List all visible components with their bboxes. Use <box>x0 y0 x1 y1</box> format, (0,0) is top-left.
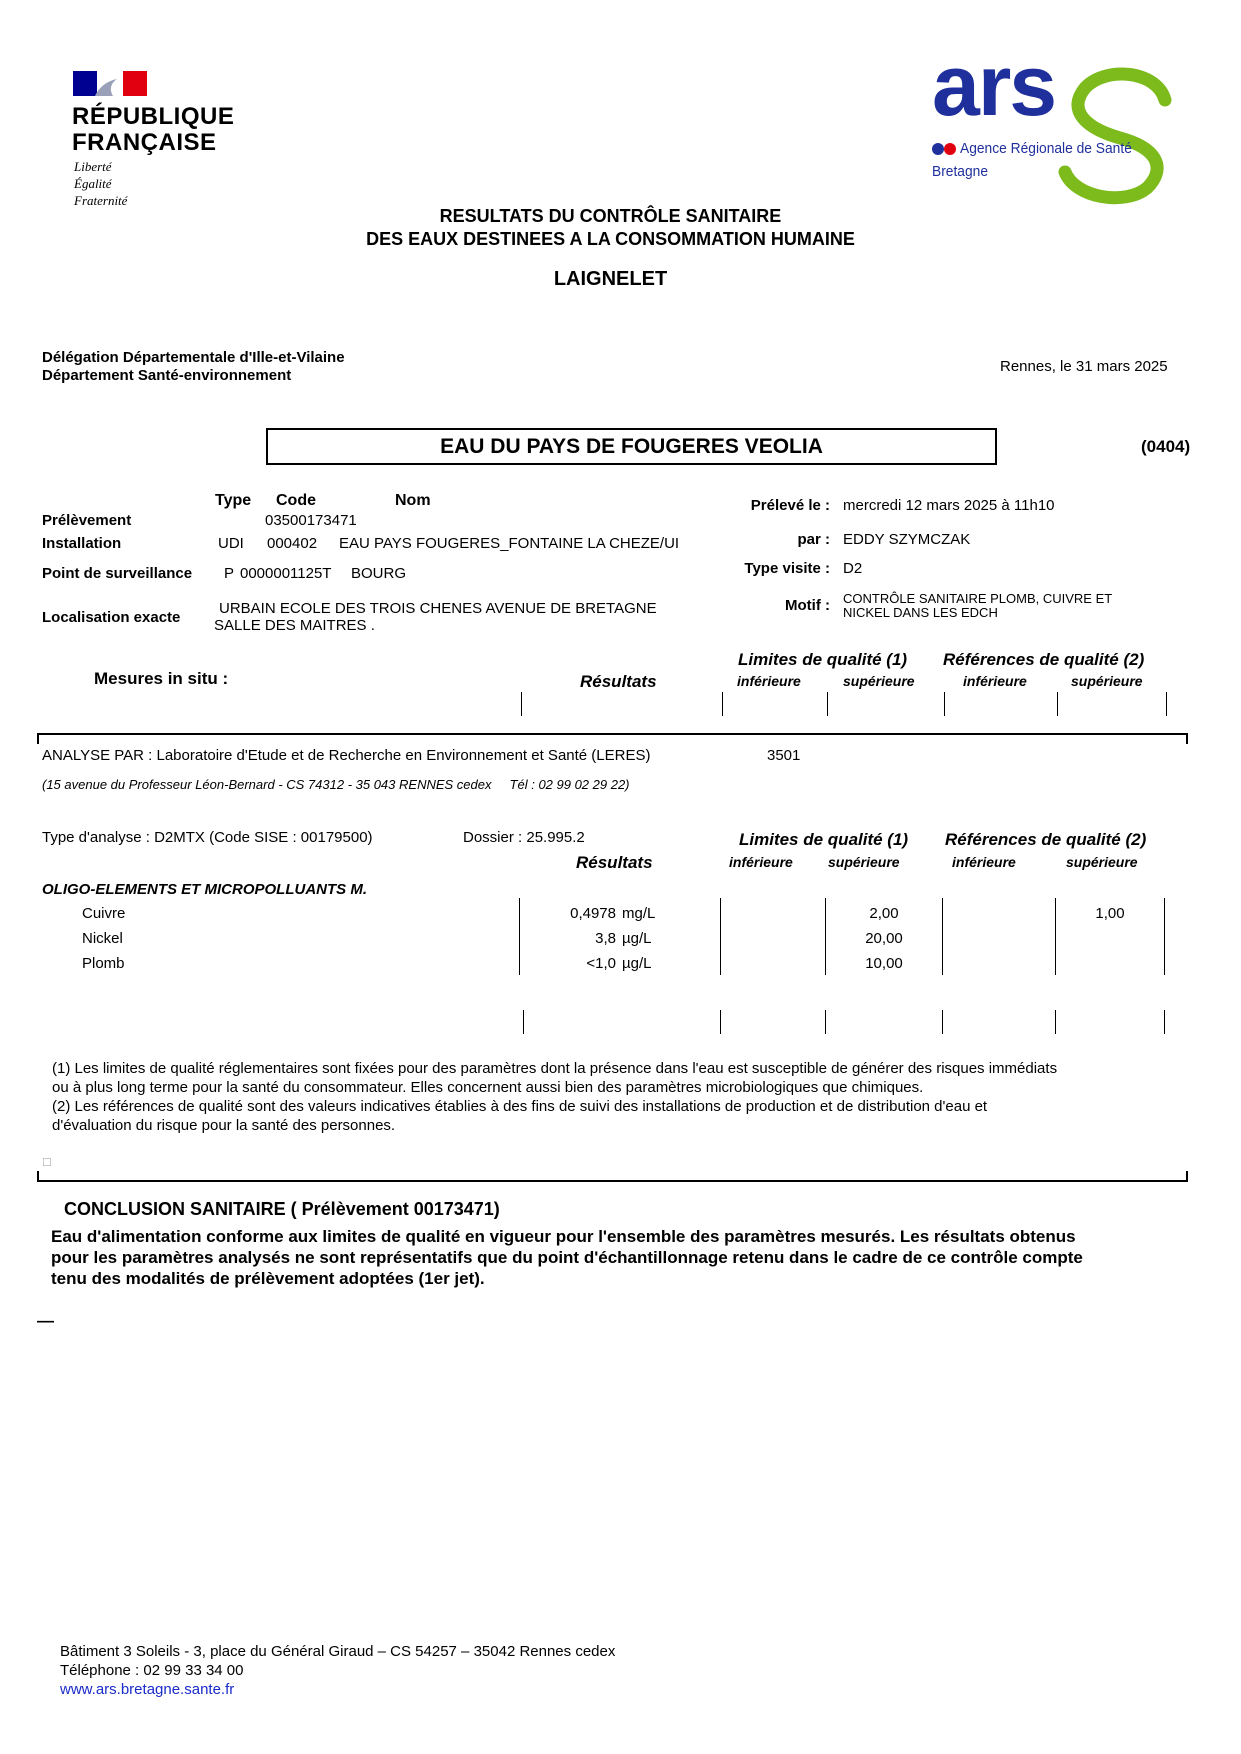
installation-name: EAU PAYS FOUGERES_FONTAINE LA CHEZE/UI <box>339 535 680 552</box>
analyse-lim-sup: supérieure <box>828 854 900 870</box>
ars-word: ars <box>932 38 1056 134</box>
delegation-line1: Délégation Départementale d'Ille-et-Vilaine <box>42 349 345 366</box>
localisation-line2: SALLE DES MAITRES . <box>214 617 375 634</box>
motto-liberte: Liberté <box>74 159 112 174</box>
point-code: 0000001125T <box>240 565 332 582</box>
point-type: P <box>224 565 235 582</box>
param-name: Nickel <box>82 930 123 947</box>
note2-line1: (2) Les références de qualité sont des valeurs indicatives établies à des fins de suivi des installations de production et de distribution d'eau et <box>52 1098 988 1115</box>
insitu-lim-inf: inférieure <box>737 673 801 689</box>
param-unit: µg/L <box>622 955 652 972</box>
param-name: Plomb <box>82 955 125 972</box>
param-value: <1,0 <box>586 955 616 972</box>
analyse-par: ANALYSE PAR : Laboratoire d'Etude et de Recherche en Environnement et Santé (LERES) <box>42 747 651 764</box>
param-value: 0,4978 <box>570 905 616 922</box>
ars-region: Bretagne <box>932 163 989 180</box>
point-label: Point de surveillance <box>42 565 193 582</box>
localisation-label: Localisation exacte <box>42 609 181 626</box>
insitu-limites: Limites de qualité (1) <box>738 650 908 669</box>
note2-line2: d'évaluation du risque pour la santé des personnes. <box>52 1117 396 1134</box>
marianne-flag-icon <box>73 71 147 96</box>
motto-fraternite: Fraternité <box>74 193 128 208</box>
analyse-address: (15 avenue du Professeur Léon-Bernard - CS 74312 - 35 043 RENNES cedex Tél : 02 99 02 29 22) <box>42 777 630 792</box>
date-line: Rennes, le 31 mars 2025 <box>1000 358 1168 375</box>
conclusion-line3: tenu des modalités de prélèvement adoptées (1er jet). <box>51 1269 485 1288</box>
par-value: EDDY SZYMCZAK <box>843 531 971 548</box>
analyse-dossier: Dossier : 25.995.2 <box>463 829 585 846</box>
rf-line2: FRANÇAISE <box>72 129 217 156</box>
installation-code: 000402 <box>267 535 318 552</box>
installation-label: Installation <box>42 535 122 552</box>
delegation-line2: Département Santé-environnement <box>42 367 292 384</box>
note1-line1: (1) Les limites de qualité réglementaires sont fixées pour des paramètres dont la présence dans l'eau est susceptible de générer des risques immédiats <box>52 1060 1058 1077</box>
analyse-group: OLIGO-ELEMENTS ET MICROPOLLUANTS M. <box>42 881 367 898</box>
preleve-label: Prélevé le : <box>750 497 830 514</box>
analyse-ref-inf: inférieure <box>952 854 1016 870</box>
motif-label: Motif : <box>785 597 830 614</box>
insitu-resultats: Résultats <box>580 672 657 691</box>
rf-line1: RÉPUBLIQUE <box>72 103 235 130</box>
preleve-value: mercredi 12 mars 2025 à 11h10 <box>843 497 1055 514</box>
insitu-ref-inf: inférieure <box>963 673 1027 689</box>
point-name: BOURG <box>351 565 407 582</box>
insitu-title: Mesures in situ : <box>94 669 229 688</box>
commune-title: LAIGNELET <box>553 268 668 290</box>
param-unit: µg/L <box>622 930 652 947</box>
note1-line2: ou à plus long terme pour la santé du consommateur. Elles concernent aussi bien des paramètres microbiologiques que chimiques. <box>52 1079 924 1096</box>
col-code: Code <box>276 492 316 509</box>
param-name: Cuivre <box>82 905 126 922</box>
analyse-limites: Limites de qualité (1) <box>739 830 909 849</box>
separator-bottom <box>37 1180 1188 1182</box>
motif-line2: NICKEL DANS LES EDCH <box>843 605 998 620</box>
conclusion-dash: — <box>37 1311 54 1330</box>
param-unit: mg/L <box>622 905 656 922</box>
footer-address: Bâtiment 3 Soleils - 3, place du Général Giraud – CS 54257 – 35042 Rennes cedex <box>60 1643 616 1660</box>
param-lim-sup: 20,00 <box>865 930 903 947</box>
prelevement-label: Prélèvement <box>42 512 132 529</box>
distributor-code: (0404) <box>1141 437 1191 456</box>
visite-label: Type visite : <box>744 560 830 577</box>
insitu-references: Références de qualité (2) <box>943 650 1145 669</box>
distributor-name: EAU DU PAYS DE FOUGERES VEOLIA <box>440 435 823 458</box>
analyse-ref-sup: supérieure <box>1066 854 1138 870</box>
distributor-box <box>266 428 997 465</box>
visite-value: D2 <box>843 560 863 577</box>
analyse-resultats: Résultats <box>576 853 653 872</box>
ars-agency: Agence Régionale de Santé <box>960 140 1132 157</box>
insitu-lim-sup: supérieure <box>843 673 915 689</box>
col-type: Type <box>215 492 252 509</box>
analyse-lim-inf: inférieure <box>729 854 793 870</box>
conclusion-line1: Eau d'alimentation conforme aux limites de qualité en vigueur pour l'ensemble des paramètres mesurés. Les résultats obtenus <box>51 1227 1076 1246</box>
ars-dots-icon <box>932 142 958 156</box>
param-lim-sup: 2,00 <box>869 905 899 922</box>
footer-phone: Téléphone : 02 99 33 34 00 <box>60 1662 244 1679</box>
motto-egalite: Égalité <box>74 176 112 191</box>
col-nom: Nom <box>395 492 431 509</box>
title-line1: RESULTATS DU CONTRÔLE SANITAIRE <box>439 206 782 226</box>
conclusion-title: CONCLUSION SANITAIRE ( Prélèvement 00173471) <box>64 1199 500 1219</box>
separator-top <box>37 733 1188 735</box>
analyse-references: Références de qualité (2) <box>945 830 1147 849</box>
param-ref-sup: 1,00 <box>1095 905 1125 922</box>
checkbox-glyph: □ <box>43 1154 51 1169</box>
insitu-ref-sup: supérieure <box>1071 673 1143 689</box>
analyse-code: 3501 <box>767 747 801 764</box>
installation-type: UDI <box>218 535 244 552</box>
param-lim-sup: 10,00 <box>865 955 903 972</box>
conclusion-line2: pour les paramètres analysés ne sont représentatifs que du point d'échantillonnage retenu dans le cadre de ce contrôle compte <box>51 1248 1083 1267</box>
footer-link[interactable]: www.ars.bretagne.sante.fr <box>60 1681 235 1698</box>
localisation-line1: URBAIN ECOLE DES TROIS CHENES AVENUE DE BRETAGNE <box>219 600 657 617</box>
prelevement-code: 03500173471 <box>265 512 357 529</box>
param-value: 3,8 <box>595 930 616 947</box>
motif-line1: CONTRÔLE SANITAIRE PLOMB, CUIVRE ET <box>843 591 1113 606</box>
title-line2: DES EAUX DESTINEES A LA CONSOMMATION HUMAINE <box>366 229 855 249</box>
par-label: par : <box>797 531 830 548</box>
analyse-type: Type d'analyse : D2MTX (Code SISE : 00179500) <box>42 829 373 846</box>
